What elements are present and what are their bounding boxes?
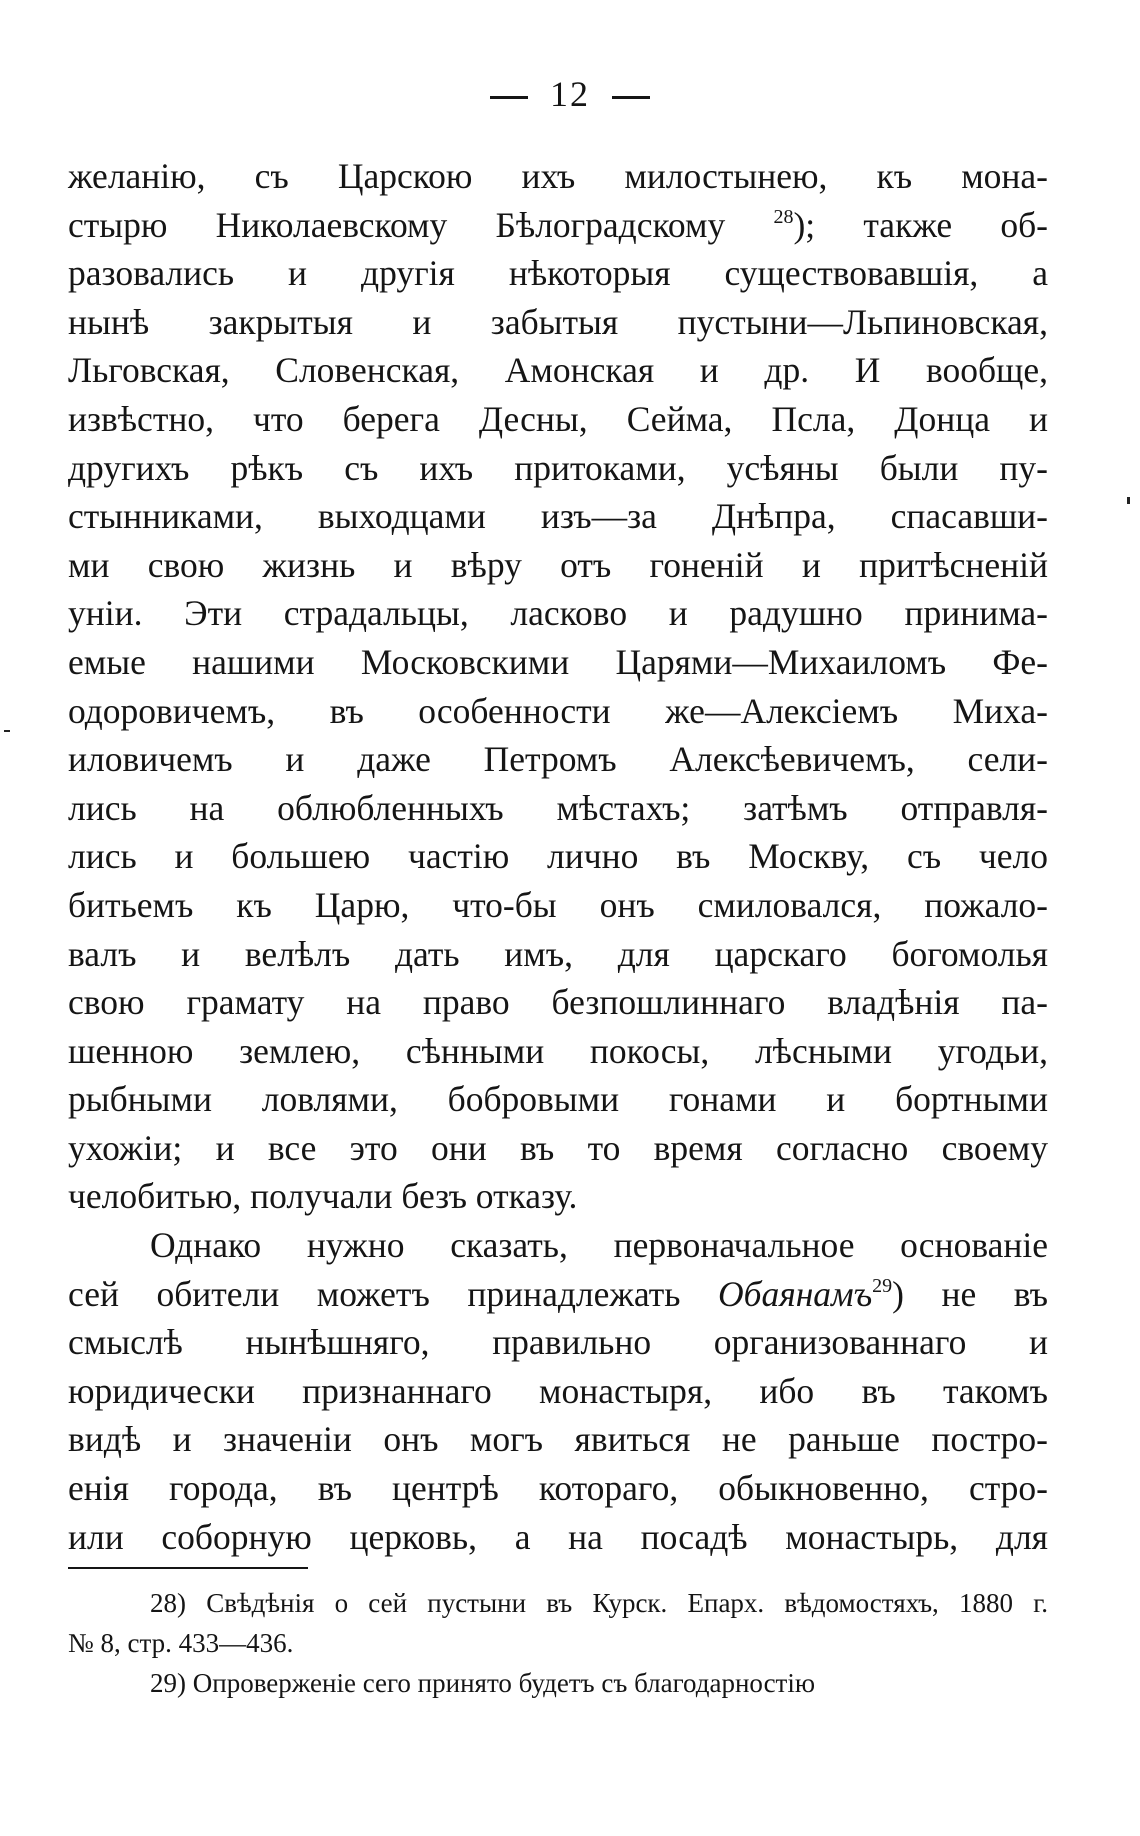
text-line: стынниками, выходцами изъ—за Днѣпра, спасавши- — [68, 496, 1048, 537]
italic-word: Обаянамъ — [717, 1273, 873, 1314]
page-number: 12 — [550, 74, 590, 114]
text-line — [68, 201, 1048, 250]
right-dash — [612, 96, 650, 99]
footnote-ref: 29 — [872, 1274, 893, 1297]
print-speck — [1127, 497, 1130, 504]
text-line: иловичемъ и даже Петромъ Алексѣевичемъ, сели- — [68, 739, 1048, 780]
text-segment: стырю Николаевскому Бѣлоградскому — [68, 204, 774, 245]
text-line: емые нашими Московскими Царями—Михаиломъ Фе- — [68, 641, 1048, 682]
text-line: видѣ и значеніи онъ могъ явиться не раньше постро- — [68, 1419, 1048, 1460]
text-line: Льговская, Словенская, Амонская и др. И вообще, — [68, 350, 1048, 391]
text-line: рыбными ловлями, бобровыми гонами и бортными — [68, 1079, 1048, 1120]
left-dash — [490, 96, 528, 99]
text-line: извѣстно, что берега Десны, Сейма, Псла, Донца и — [68, 398, 1048, 439]
text-segment: ) не въ — [892, 1273, 1048, 1314]
text-line — [68, 1270, 1048, 1319]
footnote-28-continued: № 8, стр. 433—436. — [68, 1628, 294, 1658]
text-line: разовались и другія нѣкоторыя существовавшія, а — [68, 253, 1048, 294]
page-number-header — [0, 72, 1140, 116]
main-text — [68, 152, 1048, 1561]
footnotes — [68, 1583, 1048, 1703]
text-line: юридически признаннаго монастыря, ибо въ такомъ — [68, 1370, 1048, 1411]
footnote-29: 29) Опроверженіе сего принято будетъ съ благодарностію — [150, 1668, 816, 1698]
text-line: валъ и велѣлъ дать имъ, для царскаго богомолья — [68, 933, 1048, 974]
footnote-ref: 28 — [773, 205, 794, 228]
paragraph-end-line: челобитью, получали безъ отказу. — [68, 1176, 578, 1217]
text-segment: сей обители можетъ принадлежать — [68, 1273, 718, 1314]
text-line: лись и большею частію лично въ Москву, съ чело — [68, 836, 1048, 877]
text-line: другихъ рѣкъ съ ихъ притоками, усѣяны были пу- — [68, 447, 1048, 488]
print-speck — [4, 730, 10, 732]
text-segment: ); также об- — [793, 204, 1048, 245]
text-line: уніи. Эти страдальцы, ласково и радушно принима- — [68, 593, 1048, 634]
text-line: нынѣ закрытыя и забытыя пустыни—Льпиновская, — [68, 301, 1048, 342]
text-line: или соборную церковь, а на посадѣ монастырь, для — [68, 1516, 1048, 1557]
text-line: битьемъ къ Царю, что-бы онъ смиловался, пожало- — [68, 884, 1048, 925]
paragraph-start-line: Однако нужно сказать, первоначальное основаніе — [150, 1225, 1048, 1266]
text-line: одоровичемъ, въ особенности же—Алексіемъ Миха- — [68, 690, 1048, 731]
text-line: шенною землею, сѣнными покосы, лѣсными угодьи, — [68, 1030, 1048, 1071]
text-line: ми свою жизнь и вѣру отъ гоненій и притѣсненій — [68, 544, 1048, 585]
text-line: енія города, въ центрѣ котораго, обыкновенно, стро- — [68, 1468, 1048, 1509]
footnote-separator — [68, 1567, 308, 1569]
footnote-28: 28) Свѣдѣнія о сей пустыни въ Курск. Епарх. вѣдомостяхъ, 1880 г. — [150, 1588, 1048, 1618]
text-line: смыслѣ нынѣшняго, правильно организованнаго и — [68, 1322, 1048, 1363]
text-line: лись на облюбленныхъ мѣстахъ; затѣмъ отправля- — [68, 787, 1048, 828]
text-line: желанію, съ Царскою ихъ милостынею, къ мона- — [68, 156, 1048, 196]
text-line: свою грамату на право безпошлиннаго владѣнія па- — [68, 982, 1048, 1023]
text-line: ухожіи; и все это они въ то время согласно своему — [68, 1127, 1048, 1168]
